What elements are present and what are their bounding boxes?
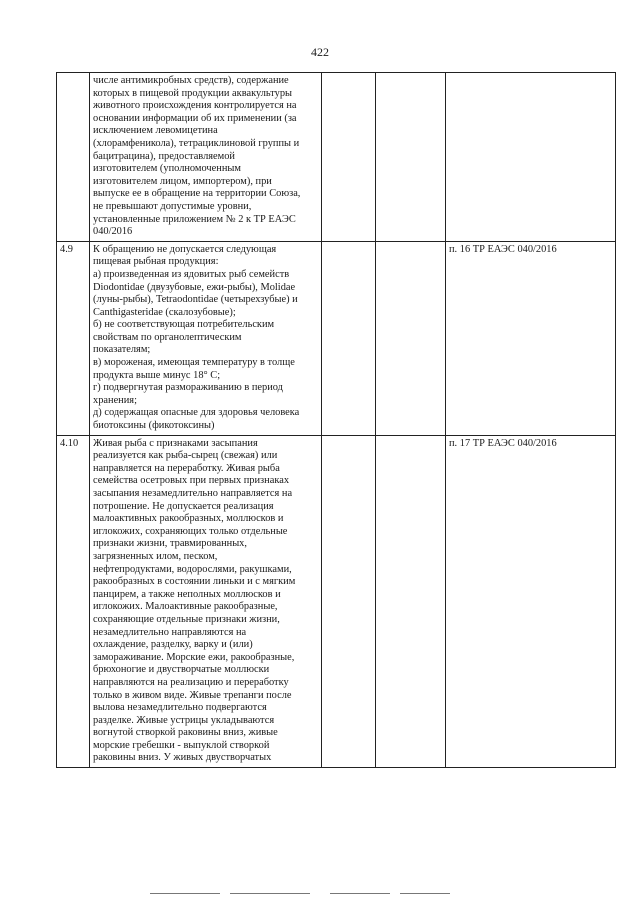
text-line: бацитрацина), предоставляемой [93, 150, 235, 162]
text-line: не превышают допустимые уровни, [93, 200, 252, 212]
empty-cell [322, 435, 376, 767]
text-line: панцирем, а также неполных моллюсков и [93, 588, 281, 600]
scan-artifact-line [330, 893, 390, 894]
text-line: д) содержащая опасные для здоровья человека [93, 407, 300, 419]
text-line: числе антимикробных средств), содержание [93, 75, 289, 86]
text-line: замораживание. Морские ежи, ракообразные, [93, 651, 295, 663]
text-line: пищевая рыбная продукция: [93, 256, 219, 268]
empty-cell [322, 241, 376, 435]
text-line: (хлорамфеникола), тетрациклиновой группы и [93, 137, 300, 149]
text-line: Canthigasteridae (скалозубовые); [93, 306, 236, 318]
requirement-text [90, 435, 322, 767]
text-line: морские гребешки - выпуклой створкой [93, 739, 270, 751]
text-line: направляется на переработку. Живая рыба [93, 462, 280, 474]
text-line: изготовителем лицом, импортером), при [93, 175, 272, 187]
table-row [57, 73, 616, 242]
text-line: а) произведенная из ядовитых рыб семейств [93, 268, 290, 280]
text-line: нефтепродуктами, водорослями, ракушками, [93, 563, 292, 575]
text-line: вогнутой створкой раковины вниз, живые [93, 727, 278, 739]
text-line: К обращению не допускается следующая [93, 243, 277, 255]
reference-cell: п. 16 ТР ЕАЭС 040/2016 [446, 241, 616, 435]
text-line: семейства осетровых при первых признаках [93, 475, 290, 487]
regulation-table-body [57, 73, 616, 768]
scan-artifact-line [150, 893, 220, 894]
empty-cell [376, 241, 446, 435]
text-line: потрошение. Не допускается реализация [93, 500, 274, 512]
text-line: брюхоногие и двустворчатые моллюски [93, 664, 270, 676]
table-row [57, 435, 616, 767]
page-number: 422 [311, 45, 329, 59]
text-line: иглокожих. Малоактивные ракообразные, [93, 601, 278, 613]
text-line: направляются на реализацию и переработку [93, 676, 289, 688]
reference-cell [446, 73, 616, 242]
text-line: иглокожих, сохраняющих только отдельные [93, 525, 288, 537]
text-line: Diodontidae (двузубовые, ежи-рыбы), Molidae [93, 281, 296, 293]
empty-cell [322, 73, 376, 242]
row-number [57, 73, 90, 242]
text-line: изготовителем (уполномоченным [93, 163, 241, 175]
text-line: биотоксины (фикотоксины) [93, 420, 215, 432]
text-line: хранения; [93, 394, 137, 406]
text-line: 040/2016 [93, 226, 133, 238]
text-line: Живая рыба с признаками засыпания [93, 437, 258, 449]
row-number: 4.9 [57, 241, 90, 435]
row-number: 4.10 [57, 435, 90, 767]
text-line: г) подвергнутая размораживанию в период [93, 382, 283, 394]
text-line: загрязненных илом, песком, [93, 550, 218, 562]
requirement-text [90, 241, 322, 435]
regulation-table [56, 72, 616, 768]
text-line: реализуется как рыба-сырец (свежая) или [93, 450, 278, 462]
text-line: раковины вниз. У живых двустворчатых [93, 752, 272, 764]
text-line: животного происхождения контролируется на [93, 100, 297, 112]
text-line: только в живом виде. Живые трепанги после [93, 689, 292, 701]
requirement-text [90, 73, 322, 242]
text-line: охлаждение, разделку, варку и (или) [93, 639, 253, 651]
text-line: выпуске ее в обращение на территории Союза, [93, 188, 301, 200]
text-line: ракообразных в состоянии линьки и с мягким [93, 576, 296, 588]
text-line: сохраняющие отдельные признаки жизни, [93, 613, 280, 625]
text-line: свойствам по органолептическим [93, 331, 242, 343]
text-line: засыпания незамедлительно направляется на [93, 488, 293, 499]
empty-cell [376, 73, 446, 242]
text-line: основании информации об их применении (за [93, 112, 297, 124]
reference-cell: п. 17 ТР ЕАЭС 040/2016 [446, 435, 616, 767]
text-line: в) мороженая, имеющая температуру в толще [93, 357, 295, 369]
text-line: незамедлительно направляются на [93, 626, 247, 638]
text-line: разделке. Живые устрицы укладываются [93, 714, 275, 726]
text-line: признаки жизни, травмированных, [93, 538, 247, 550]
text-line: которых в пищевой продукции аквакультуры [93, 87, 293, 99]
text-line: вылова незамедлительно подвергаются [93, 702, 267, 714]
text-line: б) не соответствующая потребительским [93, 319, 275, 331]
empty-cell [376, 435, 446, 767]
text-line: исключением левомицетина [93, 125, 218, 137]
scan-artifact-line [400, 893, 450, 894]
text-line: показателям; [93, 344, 151, 356]
text-line: (луны-рыбы), Tetraodontidae (четырехзубые) и [93, 294, 298, 306]
text-line: установленные приложением № 2 к ТР ЕАЭС [93, 213, 296, 225]
text-line: продукта выше минус 18° С; [93, 369, 221, 381]
table-row [57, 241, 616, 435]
scan-artifact-line [230, 893, 310, 894]
text-line: малоактивных ракообразных, моллюсков и [93, 513, 284, 525]
